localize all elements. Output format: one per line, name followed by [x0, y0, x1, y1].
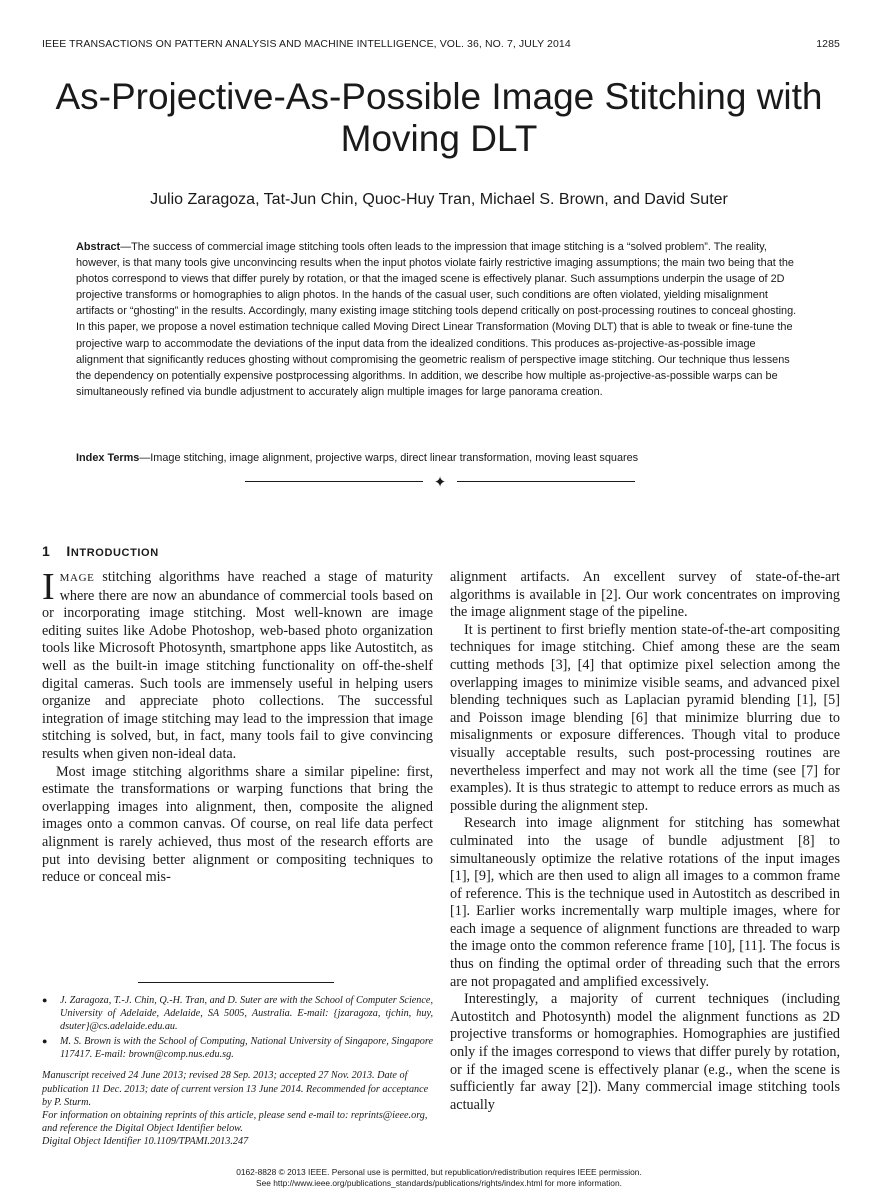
bullet-icon: ● [42, 995, 48, 1005]
footnote-text: J. Zaragoza, T.-J. Chin, Q.-H. Tran, and D. Suter are with the School of Computer Science, University of Adelaide, Adelaide, SA 5005, Australia. E-mail: {jzaragoza, tjchin, huy, dsuter}@cs.adelaide.edu.au. [60, 995, 433, 1033]
footnotes [42, 994, 433, 1148]
section-title-initial: I [66, 543, 71, 559]
divider-line-left [245, 481, 423, 482]
divider-line-right [457, 481, 635, 482]
section-heading [42, 543, 159, 559]
footnote-affiliation-1 [42, 994, 433, 1033]
title-line-1: As-Projective-As-Possible Image Stitching with [55, 76, 823, 117]
page-number: 1285 [816, 38, 840, 50]
doi: Digital Object Identifier 10.1109/TPAMI.2013.247 [42, 1135, 249, 1147]
right-column [450, 569, 840, 1114]
section-number: 1 [42, 543, 51, 559]
star-ornament-icon: ✦ [433, 475, 447, 491]
author-list: Julio Zaragoza, Tat-Jun Chin, Quoc-Huy Tran, Michael S. Brown, and David Suter [150, 191, 728, 208]
drop-cap: I [42, 566, 55, 608]
left-column [42, 566, 433, 887]
first-word-smallcaps: MAGE [59, 572, 95, 584]
journal-info: IEEE TRANSACTIONS ON PATTERN ANALYSIS AND MACHINE INTELLIGENCE, VOL. 36, NO. 7, JULY 2014 [42, 38, 571, 50]
index-terms-text: —Image stitching, image alignment, projective warps, direct linear transformation, moving least squares [139, 452, 639, 464]
section-divider [245, 474, 635, 490]
reprints-info: For information on obtaining reprints of this article, please send e-mail to: reprints@ieee.org, and reference the Digital Object Identifier below. [42, 1109, 428, 1134]
paragraph-text: stitching algorithms have reached a stage of maturity where there are now an abundance of commercial tools based on or incorporating image stitching. Most well-known are image editing suites like Adobe Photoshop, web-based photo organization tools like Microsoft Photosynth, smartphone apps like Autostitch, as well as the built-in image stitching functionality on off-the-shelf digital cameras. Such tools are immensely useful in helping users organize and appreciate photo collections. The successful integration of image stitching may lead to the impression that image stitching is solved, but, in fact, many tools fail to give convincing results when given non-ideal data. [42, 569, 433, 762]
abstract-text: —The success of commercial image stitching tools often leads to the impression that image stitching is a “solved problem”. The reality, however, is that many tools give unconvincing results when the input photos violate fairly restrictive imaging assumptions; the main two being that the photos correspond to views that differ purely by rotation, or that the imaged scene is effectively planar. Such assumptions underpin the usage of 2D projective transforms or homographies to align photos. In the hands of the casual user, such conditions are often violated, yielding misalignment artifacts or “ghosting” in the results. Accordingly, many existing image stitching tools depend critically on post-processing routines to conceal ghosting. In this paper, we propose a novel estimation technique called Moving Direct Linear Transformation (Moving DLT) that is able to tweak or fine-tune the projective warp to accommodate the deviations of the input data from the idealized conditions. This produces as-projective-as-possible image alignment that significantly reduces ghosting without compromising the geometric realism of perspective image stitching. Our technique thus lessens the dependency on potentially expensive postprocessing algorithms. In addition, we describe how multiple as-projective-as-possible warps can be simultaneously refined via bundle adjustment to accurately align multiple images for large panorama creation. [76, 241, 797, 398]
index-terms [76, 450, 800, 466]
abstract [76, 239, 800, 400]
manuscript-info: Manuscript received 24 June 2013; revised 28 Sep. 2013; accepted 27 Nov. 2013. Date of publication 11 Dec. 2013; date of current version 13 June 2014. Recommended for acceptance by P. Sturm. [42, 1070, 429, 1108]
footnote-rule [138, 982, 334, 983]
intro-paragraph-1 [42, 566, 433, 764]
intro-paragraph-5: Research into image alignment for stitching has somewhat culminated into the usage of bundle adjustment [8] to simultaneously optimize the relative rotations of the input images [1], [9], which are then used to align all images to a common frame of reference. This is the technique used in Autostitch as described in [1]. Earlier works incrementally warp multiple images, where for each image a sequence of alignment functions are threaded to warp the image onto the common reference frame [10], [11]. The focus is thus on finding the optimal order of threading such that the errors are not propagated and amplified excessively. [450, 815, 840, 990]
intro-paragraph-2: Most image stitching algorithms share a similar pipeline: first, estimate the transformations or warping functions that bring the overlapping images into alignment, then, composite the aligned images onto a common canvas. Of course, on real life data perfect alignment is rarely achieved, thus most of the research efforts are put into devising better alignment or compositing techniques to reduce or conceal mis- [42, 763, 433, 886]
index-terms-label: Index Terms [76, 452, 140, 464]
footnote-affiliation-2 [42, 1035, 433, 1061]
copyright-line-2: See http://www.ieee.org/publications_standards/publications/rights/index.html for more information. [256, 1178, 622, 1188]
copyright-line-1: 0162-8828 © 2013 IEEE. Personal use is permitted, but republication/redistribution requires IEEE permission. [236, 1167, 642, 1177]
footnote-text: M. S. Brown is with the School of Computing, National University of Singapore, Singapore 117417. E-mail: brown@comp.nus.edu.sg. [60, 1036, 433, 1061]
copyright-notice [0, 1167, 878, 1189]
abstract-label: Abstract [76, 241, 121, 253]
bullet-icon: ● [42, 1036, 48, 1047]
title-line-2: Moving DLT [340, 118, 538, 159]
intro-paragraph-6: Interestingly, a majority of current techniques (including Autostitch and Photosynth) model the alignment functions as 2D projective transforms or homographies. Homographies are justified only if the images correspond to views that differ purely by rotation, or if the imaged scene is effectively planar (e.g., when the scene is sufficiently far away [2]). Many commercial image stitching tools actually [450, 991, 840, 1113]
section-title-rest: NTRODUCTION [70, 547, 159, 559]
running-header [42, 38, 840, 50]
intro-paragraph-3: alignment artifacts. An excellent survey of state-of-the-art algorithms is available in [2]. Our work concentrates on improving the image alignment stage of the pipeline. [450, 569, 840, 621]
paper-title [0, 76, 878, 160]
intro-paragraph-4: It is pertinent to first briefly mention state-of-the-art compositing techniques for image stitching. Chief among these are the seam cutting methods [3], [4] that optimize pixel selection among the overlapping images to minimize visible seams, and advanced pixel blending techniques such as Laplacian pyramid blending [1], [5] and Poisson image blending [6] that minimize blurring due to misalignments or exposure differences. Though vital to produce visually acceptable results, such post-processing routines are nevertheless imperfect and may not work all the time (see [7] for examples). It is thus strategic to attempt to reduce errors as much as possible during the alignment step. [450, 621, 840, 814]
